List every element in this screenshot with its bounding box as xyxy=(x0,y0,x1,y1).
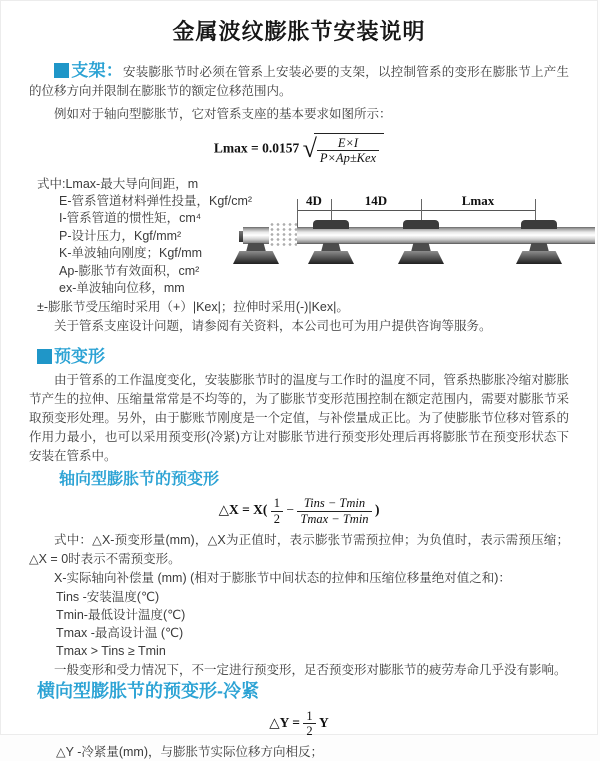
formula-dy-half xyxy=(303,709,315,739)
temp-line-tmin: Tmin-最低设计温度(℃) xyxy=(56,608,186,622)
axial-where-paragraph: 式中：△X-预变形量(mm)，△X为正值时，表示膨张节需预拉伸；为负值时，表示需预压缩；△X = 0时表示不需预变形。 xyxy=(29,533,569,566)
support-neck xyxy=(321,243,341,252)
temp-numerator: Tins − Tmin xyxy=(297,496,371,511)
formula-dx-half xyxy=(271,496,283,526)
section-support-label: 支架： xyxy=(71,61,123,80)
formula-lmax-fraction xyxy=(317,136,379,166)
radical-sign xyxy=(303,133,385,166)
formula-where-line: 式中:Lmax-最大导向间距，m xyxy=(37,176,199,191)
dim-label-lmax: Lmax xyxy=(461,193,495,208)
section-predeform-heading xyxy=(37,347,569,366)
support-spacing-diagram xyxy=(239,191,599,276)
section-bullet-icon xyxy=(37,349,52,364)
dim-label-4d: 4D xyxy=(306,193,322,208)
temp-line-tins: Tins -安装温度(℃) xyxy=(56,590,160,604)
support-foot xyxy=(516,251,562,264)
param-line-ap: Ap-膨胀节有效面积，cm² xyxy=(59,263,200,278)
support-foot xyxy=(398,251,444,264)
formula-dy-rhs: Y xyxy=(318,714,329,730)
half-denominator: 2 xyxy=(273,511,281,526)
section-bullet-icon xyxy=(54,63,69,78)
dy-numerator: 1 xyxy=(303,709,315,724)
radical-glyph: √ xyxy=(302,134,317,164)
predeform-paragraph: 由于管系的工作温度变化，安装膨胀节时的温度与工作时的温度不同，管系热膨胀冷缩对膨胀节产生的拉伸、压缩量常常是不均等的，为了膨胀节变形范围控制在额定范围内，需要对膨胀节采取预变形处理。另外，由于膨账节刚度是一个定值，与补偿量成正比。为了使膨胀节位移对管系的作用力最小，也可以采用预变形(冷紧)方让对膨胀节进行预变形处理后再将膨胀节在预变形状态下安装在管系中。 xyxy=(29,373,569,464)
bellows-icon xyxy=(269,222,297,248)
predeform-heading-label: 预变形 xyxy=(54,347,105,367)
formula-dx-lhs: △X = X( xyxy=(218,502,268,518)
formula-delta-y xyxy=(1,709,597,739)
support-foot xyxy=(233,251,279,264)
dy-denominator: 2 xyxy=(306,724,313,739)
axial-general-note: 一般变形和受力情况下，不一定进行预变形，足否预变形对膨胀节的疲劳寿命几乎没有影响。 xyxy=(54,663,567,677)
dimension-line xyxy=(297,210,535,211)
support-cap xyxy=(313,220,349,229)
page-title: 金属波纹膨胀节安装说明 xyxy=(172,19,426,44)
temp-relation-line: Tmax > Tins ≥ Tmin xyxy=(56,644,166,658)
support-neck xyxy=(529,243,549,252)
param-line-e: E-管系管道材料弹性投量，Kgf/cm² xyxy=(59,193,253,208)
support-cap xyxy=(521,220,557,229)
lateral-predeform-heading: 横向型膨胀节的预变形-冷紧 xyxy=(37,681,259,701)
formula-lmax-lhs: Lmax = 0.0157 xyxy=(213,140,300,156)
support-cap xyxy=(403,220,439,229)
formula-lmax-numerator: E×I xyxy=(317,136,379,151)
formula-lmax xyxy=(1,133,597,166)
formula-dx-minus: − xyxy=(286,502,295,518)
support-neck xyxy=(246,243,266,252)
lateral-note: △Y -冷紧量(mm)，与膨胀节实际位移方向相反； xyxy=(56,744,324,759)
support-example-text: 例如对于轴向型膨胀节，它对管系支座的基本要求如图所示： xyxy=(54,107,392,121)
formula-lmax-denominator: P×Ap±Kex xyxy=(319,151,377,166)
formula-delta-x xyxy=(1,496,597,526)
half-numerator: 1 xyxy=(271,496,283,511)
param-line-i: I-管系管道的惯性矩，cm⁴ xyxy=(59,211,202,226)
support-neck xyxy=(411,243,431,252)
param-line-ex: ex-单波轴向位移，mm xyxy=(59,281,185,296)
support-intro-text: 安装膨胀节时必须在管系上安装必要的支架，以控制管系的变形在膨胀节上产生的位移方向并限制在膨胀节的额定位移范围内。 xyxy=(29,65,569,98)
dim-label-14d: 14D xyxy=(364,193,388,208)
support-paragraph xyxy=(29,61,569,101)
temp-line-tmax: Tmax -最高设计温 (℃) xyxy=(56,626,184,640)
consult-note: 关于管系支座设计问题，请参阅有关资料，本公司也可为用户提供咨询等服务。 xyxy=(54,319,492,334)
temp-denominator: Tmax − Tmin xyxy=(300,511,369,526)
support-foot xyxy=(308,251,354,264)
formula-dx-rhs: ) xyxy=(374,502,380,518)
plusminus-note: ±-膨胀节受压缩时采用（+）|Kex|；拉伸时采用(-)|Kex|。 xyxy=(37,299,349,314)
param-line-p: P-设计压力，Kgf/mm² xyxy=(59,228,182,243)
formula-dx-temp-fraction xyxy=(297,496,371,526)
axial-x-note: X-实际轴向补偿量 (mm) (相对于膨胀节中间状态的拉伸和压缩位移量绝对值之和)： xyxy=(54,571,511,585)
formula-dy-lhs: △Y = xyxy=(269,714,300,730)
param-line-k: K-单波轴向刚度；Kgf/mm xyxy=(59,246,203,261)
axial-predeform-heading: 轴向型膨胀节的预变形 xyxy=(59,471,220,489)
